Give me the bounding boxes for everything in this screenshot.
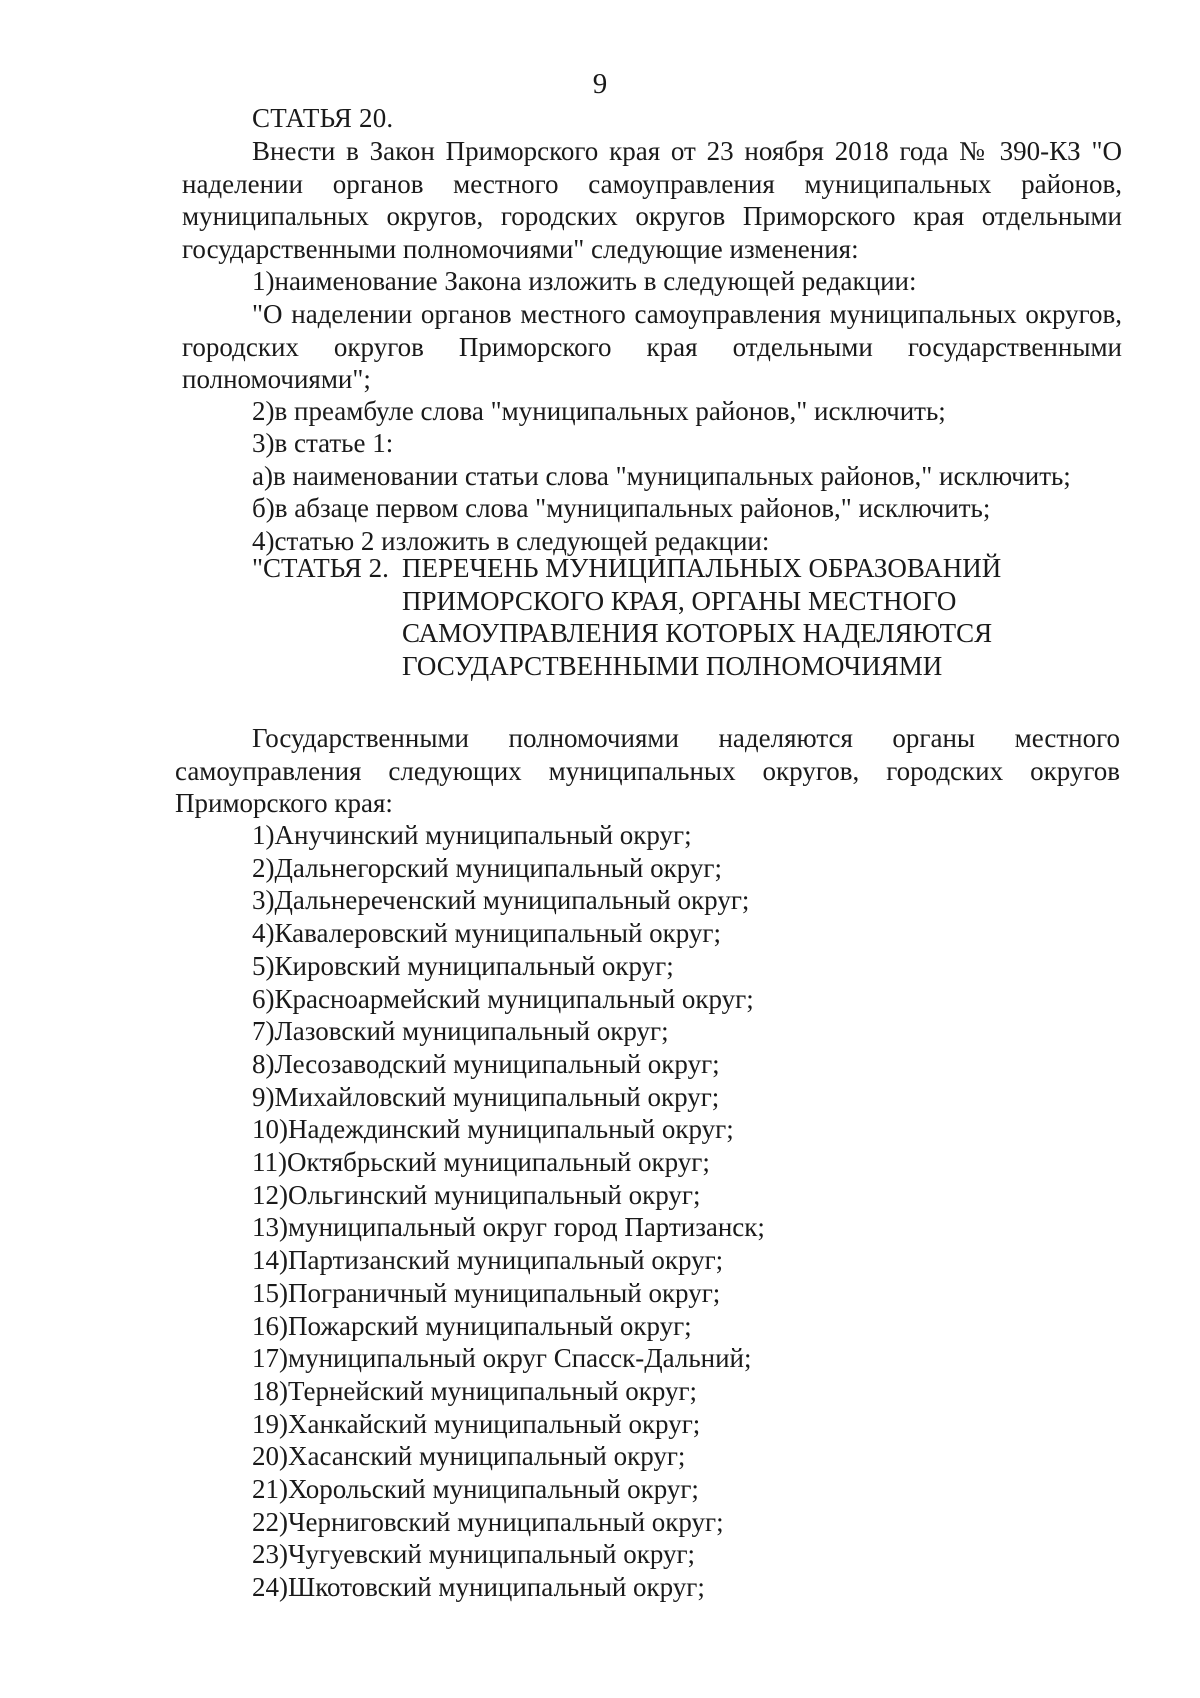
article-2-heading-line: ПЕРЕЧЕНЬ МУНИЦИПАЛЬНЫХ ОБРАЗОВАНИЙ [402, 553, 1002, 583]
list-item: 7)Лазовский муниципальный округ; [252, 1016, 669, 1047]
amendment-item-1-quote: "О наделении органов местного самоуправления муниципальных округов, городских округов Приморского края отдельными государственными полномочиями"; [182, 299, 1122, 394]
list-item: 13)муниципальный округ город Партизанск; [252, 1212, 765, 1243]
list-item: 1)Анучинский муниципальный округ; [252, 820, 692, 850]
list-item: 3)Дальнереченский муниципальный округ; [252, 885, 750, 916]
list-item: 9)Михайловский муниципальный округ; [252, 1081, 720, 1112]
list-item: 10)Надеждинский муниципальный округ; [252, 1114, 734, 1145]
district-list [252, 819, 765, 1604]
amendment-item-3b: б)в абзаце первом слова "муниципальных районов," исключить; [252, 493, 991, 523]
list-item: 24)Шкотовский муниципальный округ; [252, 1572, 705, 1603]
list-item: 17)муниципальный округ Спасск-Дальний; [252, 1343, 752, 1374]
page-number: 9 [592, 68, 608, 100]
article-2-heading-prefix: "СТАТЬЯ 2. [252, 553, 389, 583]
article-title: СТАТЬЯ 20. [252, 103, 394, 133]
list-item: 11)Октябрьский муниципальный округ; [252, 1147, 710, 1178]
amendment-item-4: 4)статью 2 изложить в следующей редакции: [252, 526, 770, 556]
list-item: 15)Пограничный муниципальный округ; [252, 1277, 721, 1308]
list-item: 8)Лесозаводский муниципальный округ; [252, 1048, 720, 1079]
list-item: 20)Хасанский муниципальный округ; [252, 1441, 686, 1472]
article-2-paragraph: Государственными полномочиями наделяются органы местного самоуправления следующих муниципальных округов, городских округов Приморского края: [175, 723, 1120, 818]
article-2-heading-line: ГОСУДАРСТВЕННЫМИ ПОЛНОМОЧИЯМИ [402, 650, 943, 681]
intro-paragraph [182, 135, 1122, 265]
article-2-heading [402, 552, 1102, 682]
list-item: 23)Чугуевский муниципальный округ; [252, 1539, 696, 1570]
list-item: 22)Черниговский муниципальный округ; [252, 1506, 724, 1537]
list-item: 18)Тернейский муниципальный округ; [252, 1375, 698, 1406]
list-item: 6)Красноармейский муниципальный округ; [252, 983, 754, 1014]
list-item: 14)Партизанский муниципальный округ; [252, 1245, 724, 1276]
list-item: 2)Дальнегорский муниципальный округ; [252, 852, 722, 883]
list-item: 12)Ольгинский муниципальный округ; [252, 1179, 701, 1210]
amendment-item-2: 2)в преамбуле слова "муниципальных районов," исключить; [252, 396, 946, 426]
amendment-item-3a: а)в наименовании статьи слова "муниципальных районов," исключить; [252, 461, 1071, 491]
intro-paragraph-text: Внести в Закон Приморского края от 23 ноября 2018 года № 390-КЗ "О наделении органов местного самоуправления муниципальных районов, муниципальных округов, городских округов Приморского края отдельными государственными полномочиями" следующие изменения: [182, 136, 1122, 264]
list-item: 19)Ханкайский муниципальный округ; [252, 1408, 701, 1439]
amendment-item-3: 3)в статье 1: [252, 428, 394, 458]
list-item: 16)Пожарский муниципальный округ; [252, 1310, 692, 1341]
article-2-heading-line: ПРИМОРСКОГО КРАЯ, ОРГАНЫ МЕСТНОГО [402, 585, 957, 616]
list-item: 5)Кировский муниципальный округ; [252, 950, 674, 981]
article-2-heading-line: САМОУПРАВЛЕНИЯ КОТОРЫХ НАДЕЛЯЮТСЯ [402, 618, 993, 648]
list-item: 4)Кавалеровский муниципальный округ; [252, 918, 722, 949]
amendment-item-1: 1)наименование Закона изложить в следующей редакции: [252, 266, 917, 296]
list-item: 21)Хорольский муниципальный округ; [252, 1474, 699, 1505]
